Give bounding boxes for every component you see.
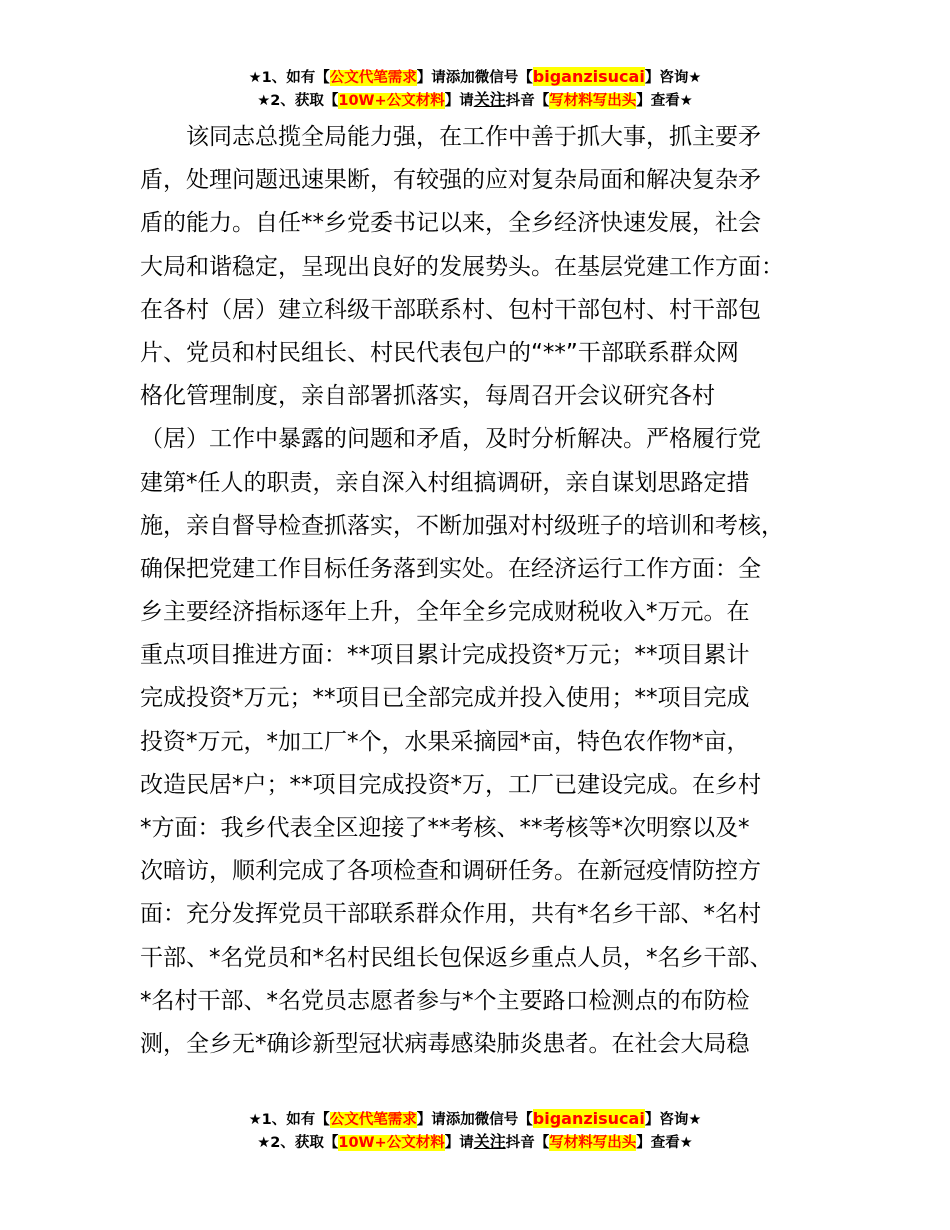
- body-text-line: 该同志总揽全局能力强，在工作中善于抓大事，抓主要矛: [140, 124, 761, 150]
- underlined-follow: 关注: [473, 1132, 506, 1151]
- banner-text: ★1、如有【: [248, 1112, 330, 1128]
- footer-banner: [0, 1108, 950, 1154]
- banner-line-1: [0, 1108, 950, 1131]
- body-text-line: *名村干部、*名党员志愿者参与*个主要路口检测点的布防检: [140, 987, 750, 1014]
- body-text-line: 干部、*名党员和*名村民组长包保返乡重点人员，*名乡干部、: [140, 944, 773, 971]
- highlight-wechat-id: biganzisucai: [532, 1109, 645, 1128]
- banner-line-1: [0, 66, 950, 89]
- body-text-line: 建第*任人的职责，亲自深入村组搞调研，亲自谋划思路定措: [140, 469, 750, 496]
- banner-text: ★2、获取【: [257, 1135, 339, 1151]
- body-text-line: 完成投资*万元；**项目已全部完成并投入使用；**项目完成: [140, 685, 750, 712]
- banner-text: ★2、获取【: [257, 93, 339, 109]
- body-text-line: 投资*万元，*加工厂*个，水果采摘园*亩，特色农作物*亩，: [140, 728, 750, 755]
- body-text-line: 盾，处理问题迅速果断，有较强的应对复杂局面和解决复杂矛: [140, 167, 761, 194]
- body-text-line: 改造民居*户；**项目完成投资*万，工厂已建设完成。在乡村: [140, 771, 761, 798]
- body-text-line: （居）工作中暴露的问题和矛盾，及时分析解决。严格履行党: [140, 426, 761, 453]
- highlight-account: 写材料写出头: [549, 93, 637, 109]
- banner-line-2: [0, 89, 950, 112]
- body-text-line: 在各村（居）建立科级干部联系村、包村干部包村、村干部包: [140, 296, 761, 323]
- header-banner: [0, 66, 950, 112]
- highlight-wechat-id: biganzisucai: [532, 67, 645, 86]
- body-text-line: 施，亲自督导检查抓落实，不断加强对村级班子的培训和考核，: [140, 512, 784, 539]
- body-text-line: 重点项目推进方面：**项目累计完成投资*万元；**项目累计: [140, 642, 750, 669]
- document-body: [140, 116, 860, 1066]
- banner-text: 抖音【: [505, 93, 550, 109]
- banner-text: ★1、如有【: [248, 70, 330, 86]
- body-text-line: 片、党员和村民组长、村民代表包户的“**”干部联系群众网: [140, 339, 739, 366]
- body-text-line: 格化管理制度，亲自部署抓落实，每周召开会议研究各村: [140, 383, 715, 410]
- body-text-line: 盾的能力。自任**乡党委书记以来，全乡经济快速发展，社会: [140, 210, 761, 237]
- body-text-line: 乡主要经济指标逐年上升，全年全乡完成财税收入*万元。在: [140, 599, 750, 626]
- highlight-account: 写材料写出头: [549, 1135, 637, 1151]
- body-text-line: 面：充分发挥党员干部联系群众作用，共有*名乡干部、*名村: [140, 901, 761, 928]
- body-text-line: 大局和谐稳定，呈现出良好的发展势头。在基层党建工作方面：: [140, 253, 784, 280]
- body-text-line: 测，全乡无*确诊新型冠状病毒感染肺炎患者。在社会大局稳: [140, 1030, 750, 1057]
- banner-text: 】查看★: [636, 93, 693, 109]
- underlined-follow: 关注: [473, 90, 506, 109]
- highlight-materials: 10W+公文材料: [338, 1135, 445, 1151]
- banner-line-2: [0, 1131, 950, 1154]
- banner-text: 抖音【: [505, 1135, 550, 1151]
- banner-text: 】咨询★: [644, 70, 702, 86]
- body-text-line: 确保把党建工作目标任务落到实处。在经济运行工作方面：全: [140, 555, 761, 582]
- banner-text: 】请添加微信号【: [416, 70, 533, 86]
- banner-text: 】请添加微信号【: [416, 1112, 533, 1128]
- body-text-line: 次暗访，顺利完成了各项检查和调研任务。在新冠疫情防控方: [140, 858, 761, 885]
- highlight-service: 公文代笔需求: [329, 1112, 417, 1128]
- banner-text: 】查看★: [636, 1135, 693, 1151]
- highlight-materials: 10W+公文材料: [338, 93, 445, 109]
- highlight-service: 公文代笔需求: [329, 70, 417, 86]
- body-text-line: *方面：我乡代表全区迎接了**考核、**考核等*次明察以及*: [140, 815, 750, 841]
- banner-text: 】请: [444, 93, 474, 109]
- banner-text: 】请: [444, 1135, 474, 1151]
- banner-text: 】咨询★: [644, 1112, 702, 1128]
